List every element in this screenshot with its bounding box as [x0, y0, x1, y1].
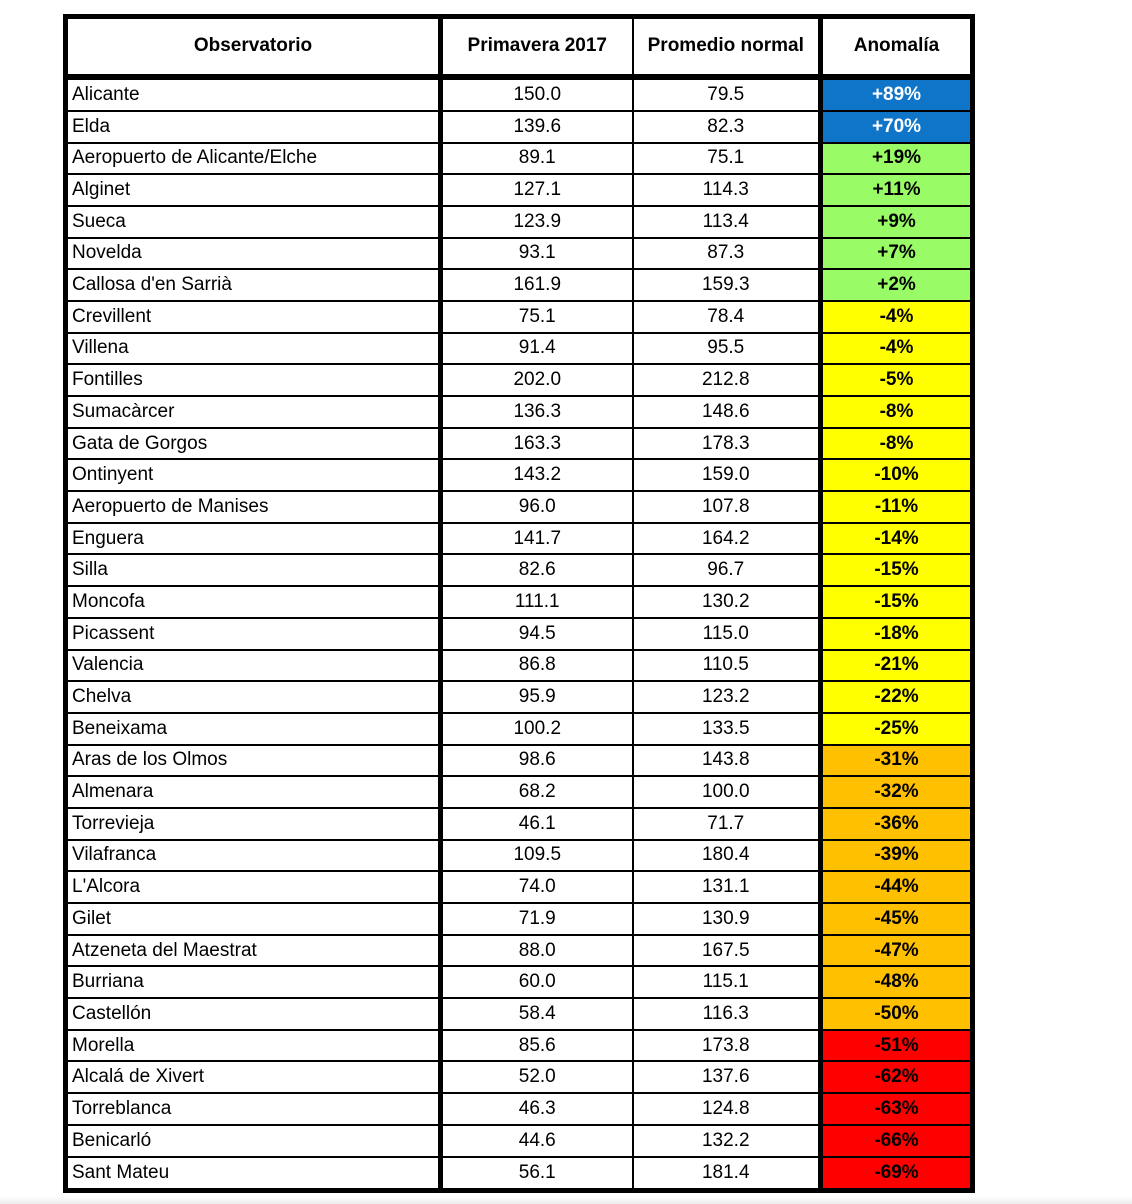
- observatory-name-cell: L'Alcora: [66, 871, 441, 903]
- primavera-value-cell: 93.1: [441, 238, 633, 270]
- primavera-value-cell: 75.1: [441, 301, 633, 333]
- observatory-name-cell: Gilet: [66, 903, 441, 935]
- promedio-value-cell: 116.3: [633, 998, 821, 1030]
- promedio-value-cell: 137.6: [633, 1061, 821, 1093]
- anomaly-value-cell: -62%: [821, 1061, 973, 1093]
- primavera-value-cell: 94.5: [441, 618, 633, 650]
- primavera-value-cell: 89.1: [441, 143, 633, 175]
- anomaly-value-cell: -44%: [821, 871, 973, 903]
- primavera-value-cell: 82.6: [441, 554, 633, 586]
- table-row: [66, 143, 973, 175]
- table-row: [66, 269, 973, 301]
- table-row: [66, 364, 973, 396]
- observatory-name-cell: Alcalá de Xivert: [66, 1061, 441, 1093]
- primavera-value-cell: 71.9: [441, 903, 633, 935]
- anomaly-value-cell: -22%: [821, 681, 973, 713]
- anomaly-value-cell: -8%: [821, 396, 973, 428]
- anomaly-value-cell: -32%: [821, 776, 973, 808]
- observatory-name-cell: Torrevieja: [66, 808, 441, 840]
- promedio-value-cell: 79.5: [633, 77, 821, 111]
- table-row: [66, 554, 973, 586]
- table-row: [66, 428, 973, 460]
- observatory-name-cell: Valencia: [66, 650, 441, 682]
- table-row: [66, 586, 973, 618]
- observatory-name-cell: Ontinyent: [66, 459, 441, 491]
- observatory-name-cell: Moncofa: [66, 586, 441, 618]
- promedio-value-cell: 173.8: [633, 1030, 821, 1062]
- observatory-name-cell: Benicarló: [66, 1125, 441, 1157]
- promedio-value-cell: 100.0: [633, 776, 821, 808]
- anomaly-value-cell: -51%: [821, 1030, 973, 1062]
- observatory-name-cell: Callosa d'en Sarrià: [66, 269, 441, 301]
- promedio-value-cell: 113.4: [633, 206, 821, 238]
- table-body: [66, 77, 973, 1191]
- anomaly-value-cell: +11%: [821, 174, 973, 206]
- promedio-value-cell: 131.1: [633, 871, 821, 903]
- promedio-value-cell: 130.9: [633, 903, 821, 935]
- observatory-name-cell: Enguera: [66, 523, 441, 555]
- primavera-value-cell: 136.3: [441, 396, 633, 428]
- promedio-value-cell: 132.2: [633, 1125, 821, 1157]
- primavera-value-cell: 109.5: [441, 840, 633, 872]
- anomaly-value-cell: +9%: [821, 206, 973, 238]
- precipitation-anomaly-table: [63, 14, 975, 1193]
- primavera-value-cell: 139.6: [441, 111, 633, 143]
- anomaly-value-cell: -15%: [821, 586, 973, 618]
- table-row: [66, 998, 973, 1030]
- observatory-name-cell: Crevillent: [66, 301, 441, 333]
- primavera-value-cell: 111.1: [441, 586, 633, 618]
- observatory-name-cell: Aras de los Olmos: [66, 745, 441, 777]
- promedio-value-cell: 159.0: [633, 459, 821, 491]
- observatory-name-cell: Villena: [66, 333, 441, 365]
- anomaly-value-cell: -69%: [821, 1157, 973, 1191]
- column-header-primavera-2017: Primavera 2017: [441, 17, 633, 77]
- primavera-value-cell: 141.7: [441, 523, 633, 555]
- primavera-value-cell: 123.9: [441, 206, 633, 238]
- table-row: [66, 1061, 973, 1093]
- table-row: [66, 77, 973, 111]
- observatory-name-cell: Aeropuerto de Manises: [66, 491, 441, 523]
- table-row: [66, 903, 973, 935]
- promedio-value-cell: 123.2: [633, 681, 821, 713]
- observatory-name-cell: Beneixama: [66, 713, 441, 745]
- observatory-name-cell: Novelda: [66, 238, 441, 270]
- promedio-value-cell: 78.4: [633, 301, 821, 333]
- promedio-value-cell: 143.8: [633, 745, 821, 777]
- observatory-name-cell: Elda: [66, 111, 441, 143]
- anomaly-value-cell: +19%: [821, 143, 973, 175]
- promedio-value-cell: 159.3: [633, 269, 821, 301]
- promedio-value-cell: 96.7: [633, 554, 821, 586]
- table-row: [66, 808, 973, 840]
- anomaly-value-cell: +2%: [821, 269, 973, 301]
- primavera-value-cell: 46.3: [441, 1093, 633, 1125]
- column-header-observatorio: Observatorio: [66, 17, 441, 77]
- table-row: [66, 238, 973, 270]
- primavera-value-cell: 202.0: [441, 364, 633, 396]
- observatory-name-cell: Vilafranca: [66, 840, 441, 872]
- table-row: [66, 396, 973, 428]
- observatory-name-cell: Alicante: [66, 77, 441, 111]
- anomaly-value-cell: -11%: [821, 491, 973, 523]
- header-row: [66, 17, 973, 77]
- anomaly-value-cell: -21%: [821, 650, 973, 682]
- promedio-value-cell: 164.2: [633, 523, 821, 555]
- table-row: [66, 840, 973, 872]
- anomaly-value-cell: -48%: [821, 966, 973, 998]
- observatory-name-cell: Aeropuerto de Alicante/Elche: [66, 143, 441, 175]
- table-row: [66, 491, 973, 523]
- table-row: [66, 1125, 973, 1157]
- primavera-value-cell: 58.4: [441, 998, 633, 1030]
- observatory-name-cell: Sant Mateu: [66, 1157, 441, 1191]
- anomaly-value-cell: +89%: [821, 77, 973, 111]
- table-row: [66, 681, 973, 713]
- promedio-value-cell: 178.3: [633, 428, 821, 460]
- promedio-value-cell: 148.6: [633, 396, 821, 428]
- primavera-value-cell: 127.1: [441, 174, 633, 206]
- promedio-value-cell: 107.8: [633, 491, 821, 523]
- table-row: [66, 871, 973, 903]
- anomaly-value-cell: -10%: [821, 459, 973, 491]
- table-row: [66, 650, 973, 682]
- anomaly-value-cell: -31%: [821, 745, 973, 777]
- table-row: [66, 206, 973, 238]
- promedio-value-cell: 167.5: [633, 935, 821, 967]
- table-row: [66, 745, 973, 777]
- primavera-value-cell: 52.0: [441, 1061, 633, 1093]
- anomaly-value-cell: -8%: [821, 428, 973, 460]
- observatory-name-cell: Sumacàrcer: [66, 396, 441, 428]
- observatory-name-cell: Castellón: [66, 998, 441, 1030]
- promedio-value-cell: 82.3: [633, 111, 821, 143]
- observatory-name-cell: Fontilles: [66, 364, 441, 396]
- promedio-value-cell: 212.8: [633, 364, 821, 396]
- promedio-value-cell: 133.5: [633, 713, 821, 745]
- table-row: [66, 1093, 973, 1125]
- primavera-value-cell: 88.0: [441, 935, 633, 967]
- table-row: [66, 1030, 973, 1062]
- anomaly-value-cell: -63%: [821, 1093, 973, 1125]
- anomaly-value-cell: -15%: [821, 554, 973, 586]
- promedio-value-cell: 87.3: [633, 238, 821, 270]
- column-header-promedio-normal: Promedio normal: [633, 17, 821, 77]
- anomaly-value-cell: -47%: [821, 935, 973, 967]
- anomaly-value-cell: -39%: [821, 840, 973, 872]
- observatory-name-cell: Chelva: [66, 681, 441, 713]
- promedio-value-cell: 115.1: [633, 966, 821, 998]
- table-row: [66, 1157, 973, 1191]
- primavera-value-cell: 95.9: [441, 681, 633, 713]
- anomaly-value-cell: -36%: [821, 808, 973, 840]
- primavera-value-cell: 74.0: [441, 871, 633, 903]
- promedio-value-cell: 130.2: [633, 586, 821, 618]
- observatory-name-cell: Picassent: [66, 618, 441, 650]
- observatory-name-cell: Gata de Gorgos: [66, 428, 441, 460]
- primavera-value-cell: 91.4: [441, 333, 633, 365]
- observatory-name-cell: Alginet: [66, 174, 441, 206]
- table-row: [66, 935, 973, 967]
- table-row: [66, 776, 973, 808]
- promedio-value-cell: 124.8: [633, 1093, 821, 1125]
- primavera-value-cell: 60.0: [441, 966, 633, 998]
- primavera-value-cell: 163.3: [441, 428, 633, 460]
- anomaly-value-cell: -50%: [821, 998, 973, 1030]
- column-header-anomalia: Anomalía: [821, 17, 973, 77]
- table-row: [66, 333, 973, 365]
- anomaly-value-cell: -4%: [821, 301, 973, 333]
- anomaly-value-cell: -25%: [821, 713, 973, 745]
- primavera-value-cell: 68.2: [441, 776, 633, 808]
- promedio-value-cell: 110.5: [633, 650, 821, 682]
- primavera-value-cell: 85.6: [441, 1030, 633, 1062]
- observatory-name-cell: Burriana: [66, 966, 441, 998]
- table-row: [66, 111, 973, 143]
- promedio-value-cell: 75.1: [633, 143, 821, 175]
- table-row: [66, 459, 973, 491]
- primavera-value-cell: 44.6: [441, 1125, 633, 1157]
- promedio-value-cell: 95.5: [633, 333, 821, 365]
- observatory-name-cell: Almenara: [66, 776, 441, 808]
- anomaly-value-cell: -66%: [821, 1125, 973, 1157]
- anomaly-value-cell: -14%: [821, 523, 973, 555]
- primavera-value-cell: 96.0: [441, 491, 633, 523]
- table-row: [66, 966, 973, 998]
- anomaly-value-cell: -18%: [821, 618, 973, 650]
- primavera-value-cell: 56.1: [441, 1157, 633, 1191]
- observatory-name-cell: Sueca: [66, 206, 441, 238]
- anomaly-value-cell: -4%: [821, 333, 973, 365]
- promedio-value-cell: 181.4: [633, 1157, 821, 1191]
- observatory-name-cell: Atzeneta del Maestrat: [66, 935, 441, 967]
- primavera-value-cell: 98.6: [441, 745, 633, 777]
- table-row: [66, 713, 973, 745]
- primavera-value-cell: 86.8: [441, 650, 633, 682]
- primavera-value-cell: 143.2: [441, 459, 633, 491]
- observatory-name-cell: Torreblanca: [66, 1093, 441, 1125]
- primavera-value-cell: 150.0: [441, 77, 633, 111]
- promedio-value-cell: 180.4: [633, 840, 821, 872]
- anomaly-value-cell: +70%: [821, 111, 973, 143]
- precipitation-table-wrap: [63, 14, 975, 1193]
- table-row: [66, 174, 973, 206]
- table-row: [66, 301, 973, 333]
- table-row: [66, 618, 973, 650]
- primavera-value-cell: 161.9: [441, 269, 633, 301]
- anomaly-value-cell: -45%: [821, 903, 973, 935]
- promedio-value-cell: 114.3: [633, 174, 821, 206]
- page-bottom-edge: [0, 1196, 1132, 1204]
- promedio-value-cell: 115.0: [633, 618, 821, 650]
- promedio-value-cell: 71.7: [633, 808, 821, 840]
- table-row: [66, 523, 973, 555]
- observatory-name-cell: Morella: [66, 1030, 441, 1062]
- anomaly-value-cell: +7%: [821, 238, 973, 270]
- anomaly-value-cell: -5%: [821, 364, 973, 396]
- observatory-name-cell: Silla: [66, 554, 441, 586]
- primavera-value-cell: 100.2: [441, 713, 633, 745]
- primavera-value-cell: 46.1: [441, 808, 633, 840]
